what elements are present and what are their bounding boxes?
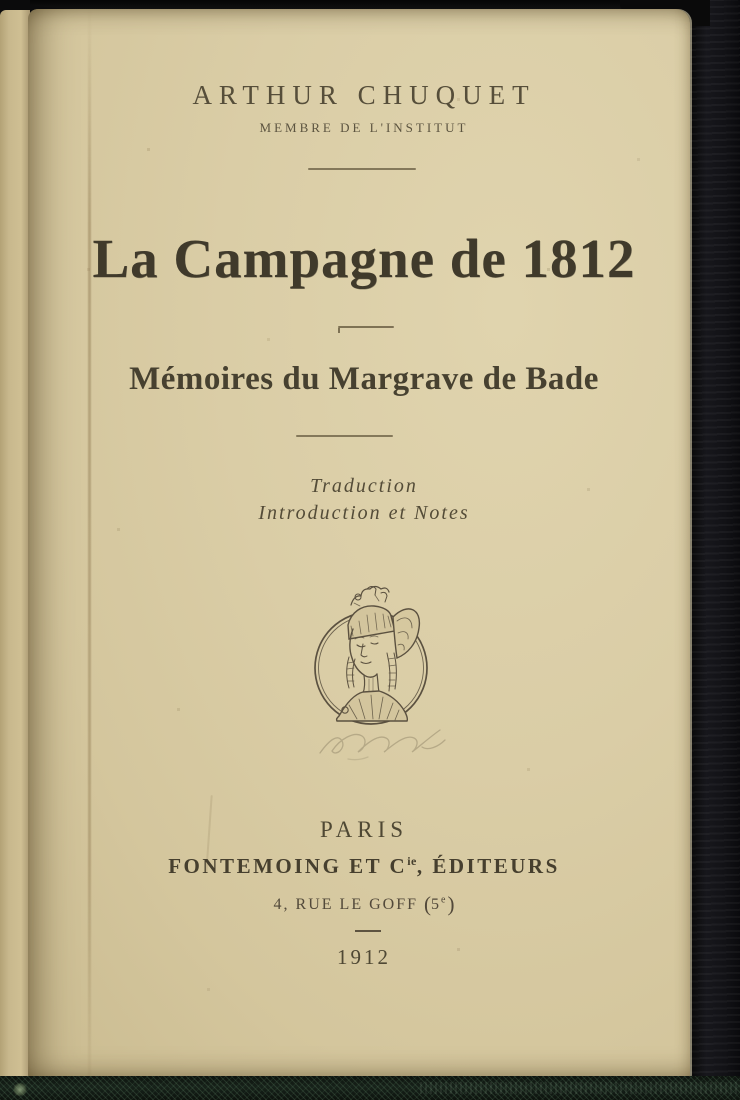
- publisher-name: FONTEMOING ET C: [168, 854, 408, 878]
- district-superscript: e: [441, 894, 448, 906]
- pencil-inscription: [312, 715, 452, 771]
- ornament-rule-top: [308, 168, 416, 170]
- book-cover-right-edge: [688, 0, 740, 1100]
- title-page: [28, 9, 690, 1079]
- ornament-rule-under-subtitle: [296, 435, 393, 437]
- book-title: La Campagne de 1812: [92, 228, 636, 289]
- ornament-dash: [355, 930, 381, 932]
- facing-page-edge: [0, 10, 30, 1080]
- address-district: 5: [431, 896, 441, 913]
- translation-note-line1: Traduction: [310, 475, 418, 497]
- publisher-line: [38, 854, 690, 879]
- address-street: RUE LE GOFF: [295, 896, 424, 913]
- book-cloth-bottom-edge: [0, 1076, 740, 1100]
- title-page-content: [38, 9, 690, 1079]
- paren-open: (: [424, 892, 431, 916]
- author-membership: MEMBRE DE L'INSTITUT: [259, 120, 469, 135]
- address-number: 4,: [273, 896, 296, 913]
- address-line: [38, 892, 690, 917]
- cloth-thread-highlight: [13, 1083, 27, 1096]
- publisher-superscript: ie: [407, 854, 417, 868]
- translation-note-line2: Introduction et Notes: [258, 502, 470, 524]
- author-name: ARTHUR CHUQUET: [192, 80, 536, 110]
- publisher-role: , ÉDITEURS: [416, 854, 560, 878]
- paren-close: ): [447, 892, 455, 916]
- ornament-rule-under-title: [338, 326, 394, 328]
- book-subtitle: Mémoires du Margrave de Bade: [129, 361, 599, 397]
- paper-speckles: [28, 9, 29, 10]
- publication-year: 1912: [337, 945, 391, 969]
- city-name: PARIS: [319, 817, 409, 842]
- cloth-weave-sheen: [420, 1082, 740, 1094]
